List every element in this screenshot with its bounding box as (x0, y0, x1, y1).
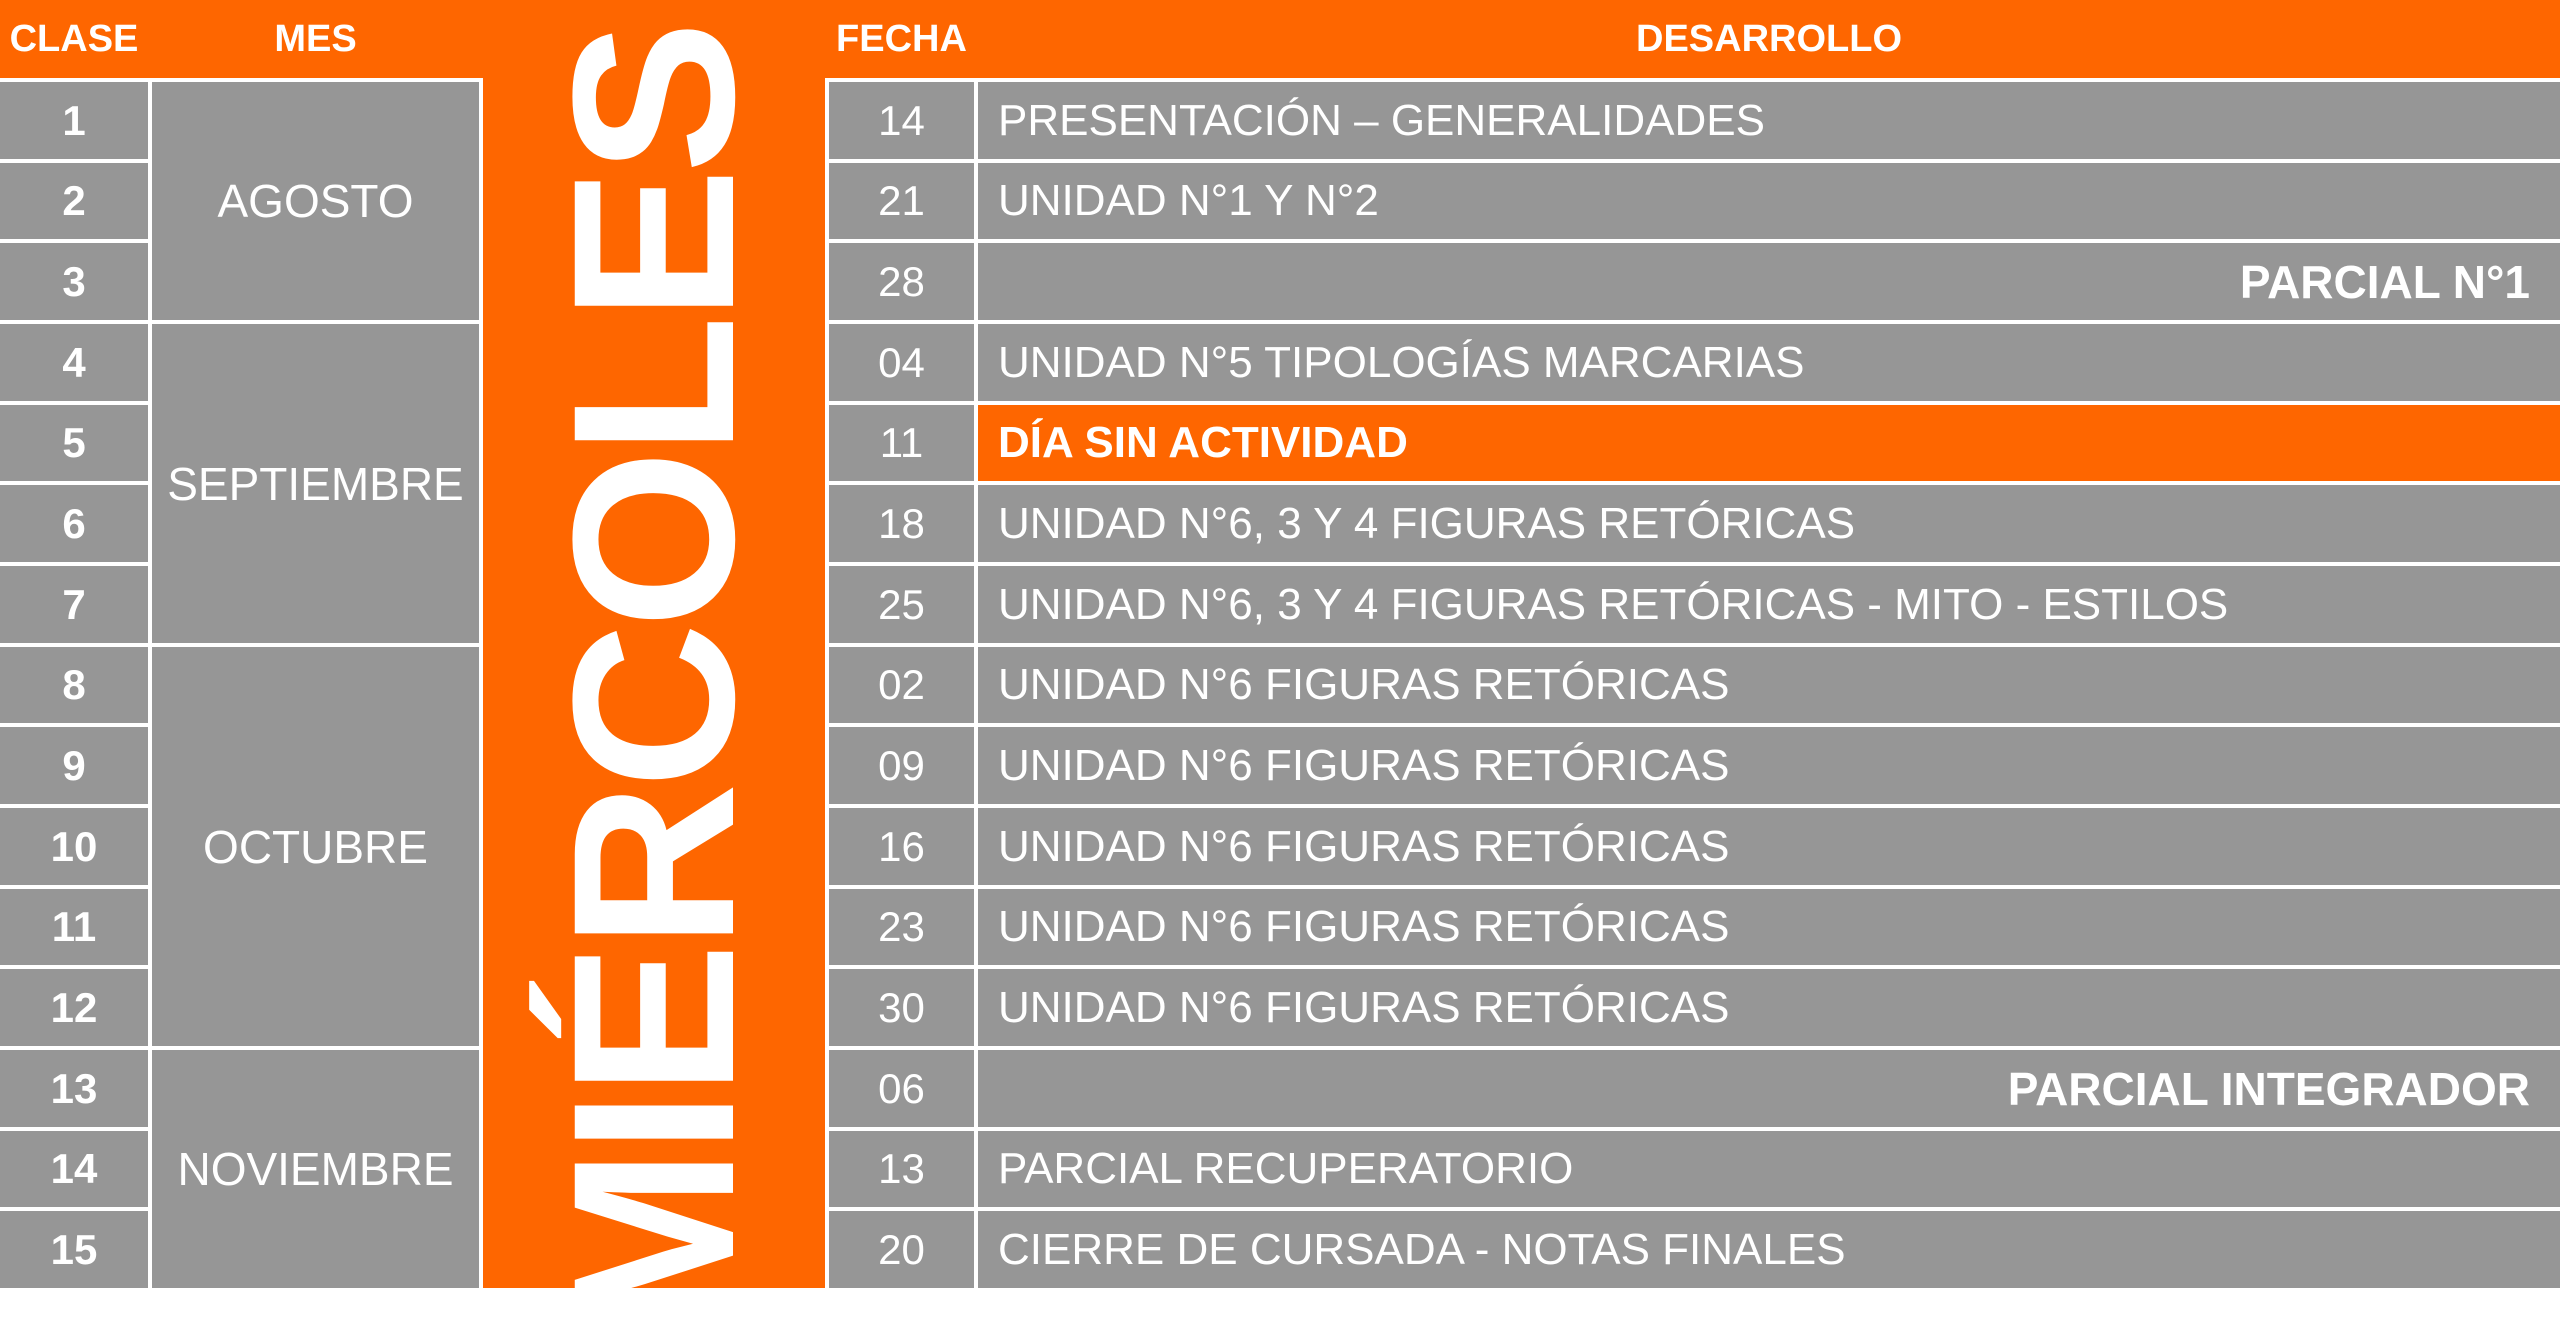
clase-number: 6 (0, 485, 148, 562)
desarrollo-text: UNIDAD N°1 Y N°2 (978, 163, 2560, 239)
clase-number: 14 (0, 1131, 148, 1207)
desarrollo-text: PARCIAL RECUPERATORIO (978, 1131, 2560, 1207)
fecha-day: 06 (829, 1050, 974, 1127)
month-cell: AGOSTO (152, 82, 479, 320)
fecha-day: 30 (829, 969, 974, 1046)
clase-number: 12 (0, 969, 148, 1046)
fecha-day: 02 (829, 647, 974, 723)
clase-number: 13 (0, 1050, 148, 1127)
fecha-day: 16 (829, 808, 974, 885)
fecha-day: 21 (829, 163, 974, 239)
desarrollo-text: UNIDAD N°6 FIGURAS RETÓRICAS (978, 647, 2560, 723)
desarrollo-text: UNIDAD N°6 FIGURAS RETÓRICAS (978, 727, 2560, 804)
fecha-day: 11 (829, 405, 974, 481)
desarrollo-text: UNIDAD N°6 FIGURAS RETÓRICAS (978, 969, 2560, 1046)
clase-number: 9 (0, 727, 148, 804)
header-fecha: FECHA (836, 17, 967, 60)
clase-number: 5 (0, 405, 148, 481)
fecha-day: 25 (829, 566, 974, 643)
fecha-day: 04 (829, 324, 974, 401)
day-band (483, 26, 825, 1340)
month-cell: NOVIEMBRE (152, 1050, 479, 1288)
header-desarrollo: DESARROLLO (1636, 17, 1902, 60)
desarrollo-text: DÍA SIN ACTIVIDAD (978, 405, 2560, 481)
clase-number: 4 (0, 324, 148, 401)
desarrollo-text: UNIDAD N°6, 3 Y 4 FIGURAS RETÓRICAS (978, 485, 2560, 562)
fecha-day: 28 (829, 243, 974, 320)
desarrollo-text: UNIDAD N°6 FIGURAS RETÓRICAS (978, 889, 2560, 965)
clase-number: 8 (0, 647, 148, 723)
clase-number: 11 (0, 889, 148, 965)
header-clase: CLASE (9, 17, 139, 60)
clase-number: 15 (0, 1211, 148, 1288)
clase-number: 7 (0, 566, 148, 643)
desarrollo-text: CIERRE DE CURSADA - NOTAS FINALES (978, 1211, 2560, 1288)
desarrollo-text: UNIDAD N°5 TIPOLOGÍAS MARCARIAS (978, 324, 2560, 401)
clase-number: 10 (0, 808, 148, 885)
table-header (0, 0, 2560, 78)
clase-number: 3 (0, 243, 148, 320)
desarrollo-text: PARCIAL N°1 (978, 243, 2560, 320)
desarrollo-text: PRESENTACIÓN – GENERALIDADES (978, 82, 2560, 159)
fecha-day: 09 (829, 727, 974, 804)
fecha-day: 20 (829, 1211, 974, 1288)
month-cell: SEPTIEMBRE (152, 324, 479, 643)
month-cell: OCTUBRE (152, 647, 479, 1046)
header-mes: MES (274, 17, 357, 60)
fecha-day: 18 (829, 485, 974, 562)
clase-number: 2 (0, 163, 148, 239)
fecha-day: 13 (829, 1131, 974, 1207)
desarrollo-text: PARCIAL INTEGRADOR (978, 1050, 2560, 1127)
day-label: MIÉRCOLES (525, 26, 782, 1340)
desarrollo-text: UNIDAD N°6 FIGURAS RETÓRICAS (978, 808, 2560, 885)
fecha-day: 14 (829, 82, 974, 159)
clase-number: 1 (0, 82, 148, 159)
fecha-day: 23 (829, 889, 974, 965)
desarrollo-text: UNIDAD N°6, 3 Y 4 FIGURAS RETÓRICAS - MITO - ESTILOS (978, 566, 2560, 643)
